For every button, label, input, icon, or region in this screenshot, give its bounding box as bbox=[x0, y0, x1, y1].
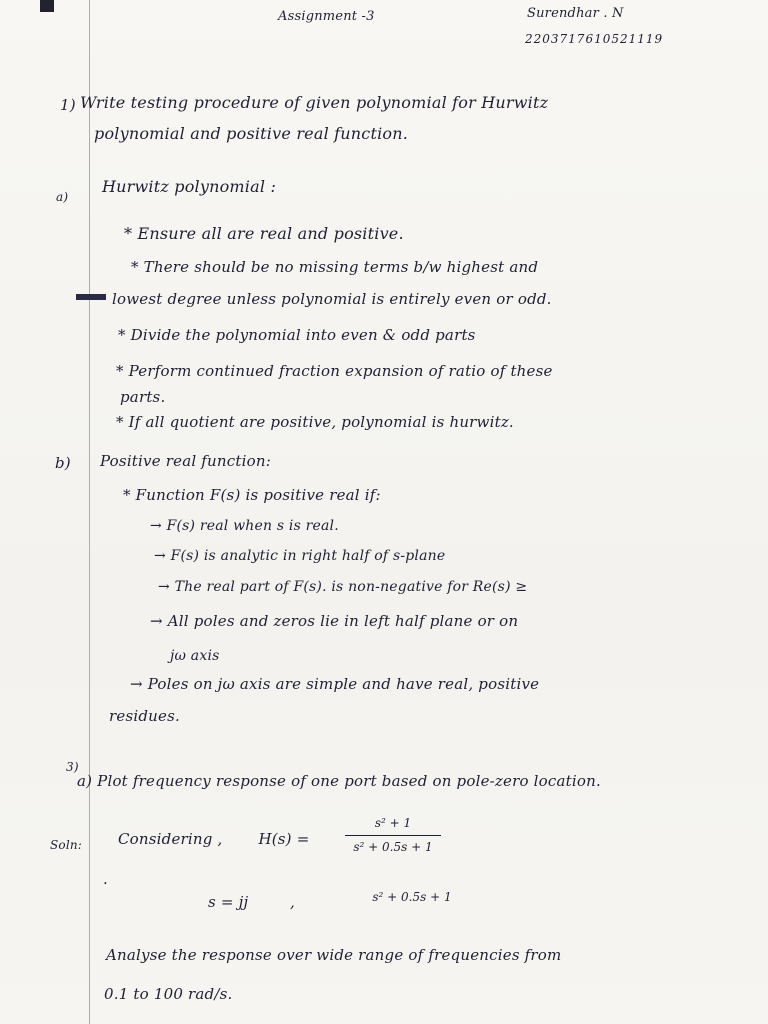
hurwitz-point-1: * Ensure all are real and positive. bbox=[124, 224, 404, 243]
question-3-number: 3) bbox=[66, 760, 79, 774]
substituted-denominator bbox=[344, 890, 480, 904]
solution-label: Soln: bbox=[50, 838, 83, 852]
part-a-label: a) bbox=[56, 190, 69, 204]
stray-dot: · bbox=[103, 874, 108, 892]
hurwitz-point-4-continued: parts. bbox=[120, 388, 166, 406]
assignment-title: Assignment -3 bbox=[278, 9, 375, 24]
fraction-numerator: s² + 1 bbox=[374, 816, 412, 830]
part-a-heading: Hurwitz polynomial : bbox=[102, 177, 277, 196]
register-number: 2203717610521119 bbox=[525, 32, 664, 46]
student-name: Surendhar . N bbox=[527, 6, 624, 21]
corner-ink-mark bbox=[40, 0, 54, 12]
hurwitz-point-2: * There should be no missing terms b/w highest and bbox=[131, 258, 539, 276]
transfer-function-fraction bbox=[345, 816, 441, 854]
struck-out-word bbox=[76, 294, 106, 300]
considering-text bbox=[118, 830, 309, 848]
positive-real-condition-4-continued: jω axis bbox=[170, 648, 220, 664]
positive-real-condition-1: → F(s) real when s is real. bbox=[150, 518, 339, 534]
hurwitz-point-3: * Divide the polynomial into even & odd parts bbox=[118, 326, 476, 344]
question-1-number: 1) bbox=[60, 96, 76, 114]
positive-real-condition-2: → F(s) is analytic in right half of s-plane bbox=[154, 548, 446, 564]
part-b-heading: Positive real function: bbox=[100, 452, 271, 470]
positive-real-condition-4: → All poles and zeros lie in left half plane or on bbox=[150, 612, 519, 630]
considering-word: Considering , bbox=[118, 830, 223, 848]
substituted-denominator-text: s² + 0.5s + 1 bbox=[372, 890, 452, 904]
question-1-line-2: polynomial and positive real function. bbox=[94, 124, 409, 143]
transfer-function-label: H(s) = bbox=[258, 830, 310, 848]
part-b-label: b) bbox=[55, 454, 71, 472]
question-3-text: a) Plot frequency response of one port based on pole-zero location. bbox=[77, 772, 601, 790]
hurwitz-point-5: * If all quotient are positive, polynomial is hurwitz. bbox=[116, 413, 514, 431]
hurwitz-point-4: * Perform continued fraction expansion of ratio of these bbox=[116, 362, 553, 380]
positive-real-condition-3: → The real part of F(s). is non-negative for Re(s) ≥ bbox=[158, 579, 528, 595]
positive-real-condition-5: → Poles on jω axis are simple and have real, positive bbox=[130, 675, 540, 693]
positive-real-intro: * Function F(s) is positive real if: bbox=[123, 486, 381, 504]
fraction-denominator: s² + 0.5s + 1 bbox=[353, 840, 433, 854]
fraction-bar bbox=[345, 835, 441, 836]
analyse-line-1: Analyse the response over wide range of frequencies from bbox=[106, 946, 562, 964]
substitution-comma: , bbox=[290, 893, 295, 911]
positive-real-condition-5-continued: residues. bbox=[109, 707, 180, 725]
analyse-line-2: 0.1 to 100 rad/s. bbox=[104, 985, 233, 1003]
s-substitution: s = jj bbox=[208, 893, 249, 911]
question-1-line-1: Write testing procedure of given polynomial for Hurwitz bbox=[80, 93, 549, 112]
hurwitz-point-2-continued: lowest degree unless polynomial is entirely even or odd. bbox=[112, 290, 552, 308]
margin-line bbox=[89, 0, 90, 1024]
